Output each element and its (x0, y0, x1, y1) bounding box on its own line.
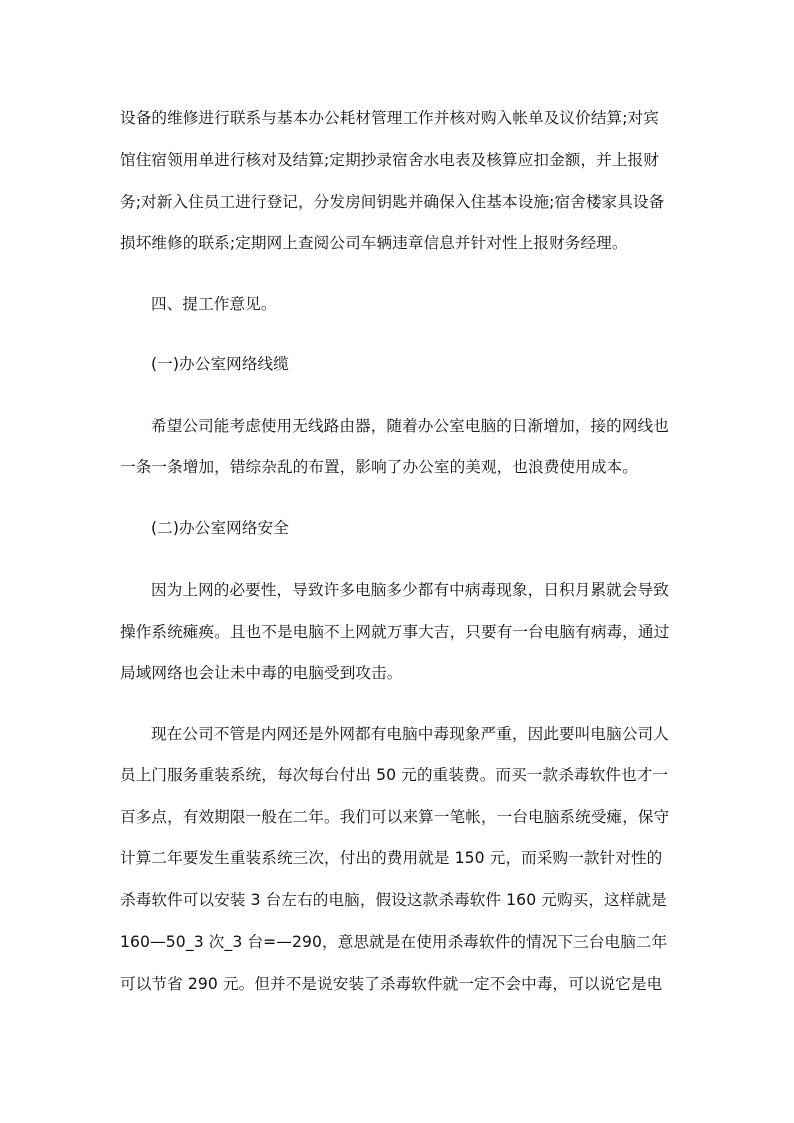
subsection-heading: (一)办公室网络线缆 (151, 355, 289, 373)
paragraph-line: 百多点，有效期限一般在二年。我们可以来算一笔帐，一台电脑系统受瘫，保守 (120, 808, 670, 826)
paragraph-line: 损坏维修的联系;定期网上查阅公司车辆违章信息并针对性上报财务经理。 (120, 234, 628, 252)
paragraph-line: 设备的维修进行联系与基本办公耗材管理工作并核对购入帐单及议价结算;对宾 (120, 109, 659, 127)
paragraph-line: 务;对新入住员工进行登记，分发房间钥匙并确保入住基本设施;宿舍楼家具设备 (120, 193, 665, 211)
paragraph-line: 馆住宿领用单进行核对及结算;定期抄录宿舍水电表及核算应扣金额，并上报财 (120, 151, 659, 169)
paragraph-line: 因为上网的必要性，导致许多电脑多少都有中病毒现象，日积月累就会导致 (151, 581, 669, 599)
paragraph-line: 160—50_3 次_3 台=—290，意思就是在使用杀毒软件的情况下三台电脑二年 (120, 933, 668, 951)
paragraph-line: 操作系统瘫痪。且也不是电脑不上网就万事大吉，只要有一台电脑有病毒，通过 (120, 623, 670, 641)
paragraph-line: 现在公司不管是内网还是外网都有电脑中毒现象严重，因此要叫电脑公司人 (151, 725, 669, 743)
paragraph-line: 员上门服务重装系统，每次每台付出 50 元的重装费。而买一款杀毒软件也才一 (120, 766, 669, 784)
paragraph-line: 希望公司能考虑使用无线路由器，随着办公室电脑的日渐增加，接的网线也 (151, 417, 669, 435)
subsection-heading: (二)办公室网络安全 (151, 519, 289, 537)
paragraph-line: 一条一条增加，错综杂乱的布置，影响了办公室的美观，也浪费使用成本。 (120, 458, 638, 476)
paragraph-line: 可以节省 290 元。但并不是说安装了杀毒软件就一定不会中毒，可以说它是电 (120, 975, 663, 993)
section-heading: 四、提工作意见。 (151, 295, 277, 313)
paragraph-line: 局域网络也会让未中毒的电脑受到攻击。 (120, 664, 403, 682)
paragraph-line: 计算二年要发生重装系统三次，付出的费用就是 150 元，而采购一款针对性的 (120, 849, 663, 867)
paragraph-line: 杀毒软件可以安装 3 台左右的电脑，假设这款杀毒软件 160 元购买，这样就是 (120, 891, 667, 909)
